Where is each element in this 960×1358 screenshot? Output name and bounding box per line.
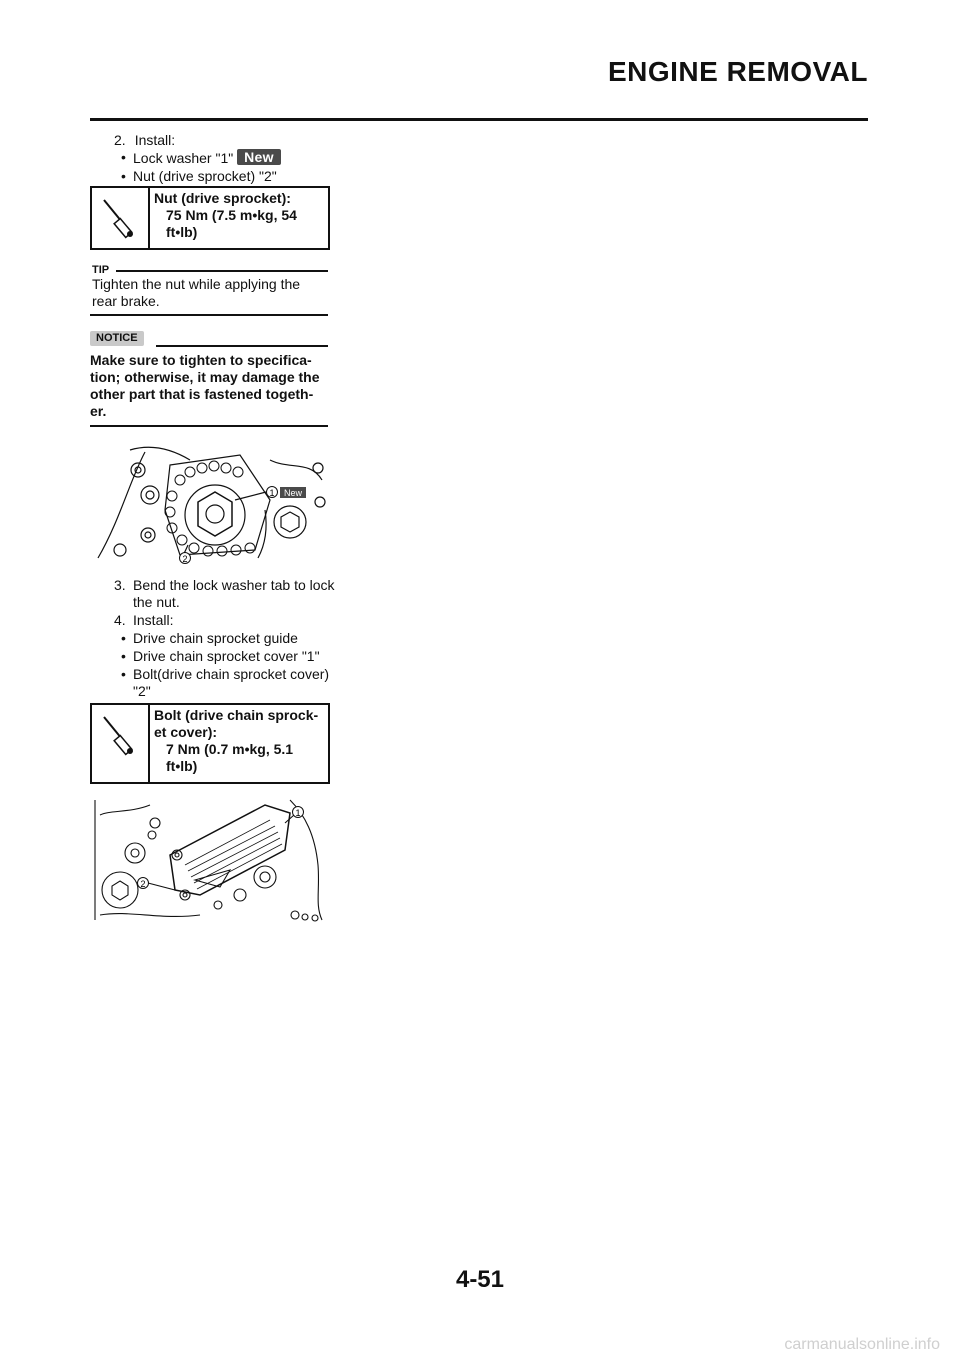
notice-badge: NOTICE bbox=[90, 331, 144, 346]
tip-label: TIP bbox=[92, 264, 110, 276]
spec-2-value-line-1: 7 Nm (0.7 m•kg, 5.1 bbox=[166, 741, 294, 757]
step-2-number: 2. bbox=[114, 132, 126, 148]
bullet-dot: • bbox=[121, 666, 126, 682]
spec-icon-cell bbox=[92, 188, 150, 248]
spec-1-text bbox=[150, 188, 301, 248]
torque-wrench-icon bbox=[92, 188, 148, 248]
step-4-label: Install: bbox=[133, 612, 174, 628]
new-badge-figure bbox=[280, 487, 306, 498]
page-number: 4-51 bbox=[455, 1266, 505, 1293]
tip-line-2: rear brake. bbox=[92, 293, 160, 309]
spec-2-value-line-2: ft•lb) bbox=[166, 758, 198, 774]
spec-2-title-line-1: Bolt (drive chain sprock- bbox=[154, 707, 319, 723]
spec-1-title: Nut (drive sprocket): bbox=[154, 190, 291, 206]
step-4-bullet-3-cont: "2" bbox=[133, 683, 151, 699]
notice-line-4: er. bbox=[90, 403, 107, 419]
callout-1-text: 1 bbox=[269, 488, 275, 498]
bullet-dot: • bbox=[121, 149, 126, 165]
callout-1-text: 1 bbox=[295, 808, 301, 818]
spec-1-value-line-1: 75 Nm (7.5 m•kg, 54 bbox=[166, 207, 297, 223]
spec-icon-cell bbox=[92, 705, 150, 782]
step-2-bullet-1-text: Lock washer "1" bbox=[133, 150, 234, 166]
torque-spec-box-2 bbox=[90, 703, 330, 784]
callout-2 bbox=[180, 553, 191, 565]
step-2-bullet-2: Nut (drive sprocket) "2" bbox=[133, 168, 277, 184]
page-title: ENGINE REMOVAL bbox=[607, 56, 868, 87]
new-badge: New bbox=[237, 149, 281, 165]
bullet-dot: • bbox=[121, 630, 126, 646]
step-2-label: Install: bbox=[134, 132, 176, 148]
callout-2 bbox=[138, 878, 149, 890]
step-4-number: 4. bbox=[114, 612, 126, 628]
notice-line-1: Make sure to tighten to specifica- bbox=[90, 352, 312, 368]
sprocket-cover-illustration bbox=[90, 795, 330, 925]
callout-1 bbox=[267, 487, 278, 499]
content-column bbox=[90, 0, 335, 1358]
spec-2-text bbox=[150, 705, 322, 782]
drive-sprocket-illustration bbox=[90, 440, 330, 570]
notice-line-2: tion; otherwise, it may damage the bbox=[90, 369, 320, 385]
spec-2-title-line-2: et cover): bbox=[154, 724, 218, 740]
spec-1-value-line-2: ft•lb) bbox=[166, 224, 198, 240]
step-3-number: 3. bbox=[114, 577, 126, 593]
figure-1-badge-text: New bbox=[283, 488, 303, 498]
watermark[interactable]: carmanualsonline.info bbox=[784, 1336, 940, 1353]
bullet-dot: • bbox=[121, 168, 126, 184]
notice-line-3: other part that is fastened togeth- bbox=[90, 386, 314, 402]
callout-1 bbox=[293, 807, 304, 819]
callout-2-text: 2 bbox=[140, 879, 146, 889]
step-2-label-wrap bbox=[114, 132, 175, 149]
step-2-bullet-1 bbox=[133, 149, 281, 167]
tip-rule-top bbox=[116, 270, 328, 272]
torque-spec-box-1 bbox=[90, 186, 330, 250]
notice-rule-bottom bbox=[90, 425, 328, 427]
callout-2-text: 2 bbox=[182, 554, 188, 564]
step-4-bullet-1: Drive chain sprocket guide bbox=[133, 630, 298, 646]
step-3-line-1: Bend the lock washer tab to lock bbox=[133, 577, 335, 593]
torque-wrench-icon bbox=[92, 705, 148, 782]
notice-rule-top bbox=[156, 345, 328, 347]
step-4-bullet-2: Drive chain sprocket cover "1" bbox=[133, 648, 320, 664]
step-3-line-2: the nut. bbox=[133, 594, 180, 610]
tip-rule-bottom bbox=[90, 314, 328, 316]
tip-line-1: Tighten the nut while applying the bbox=[92, 276, 301, 292]
step-4-bullet-3: Bolt(drive chain sprocket cover) bbox=[133, 666, 330, 682]
bullet-dot: • bbox=[121, 648, 126, 664]
